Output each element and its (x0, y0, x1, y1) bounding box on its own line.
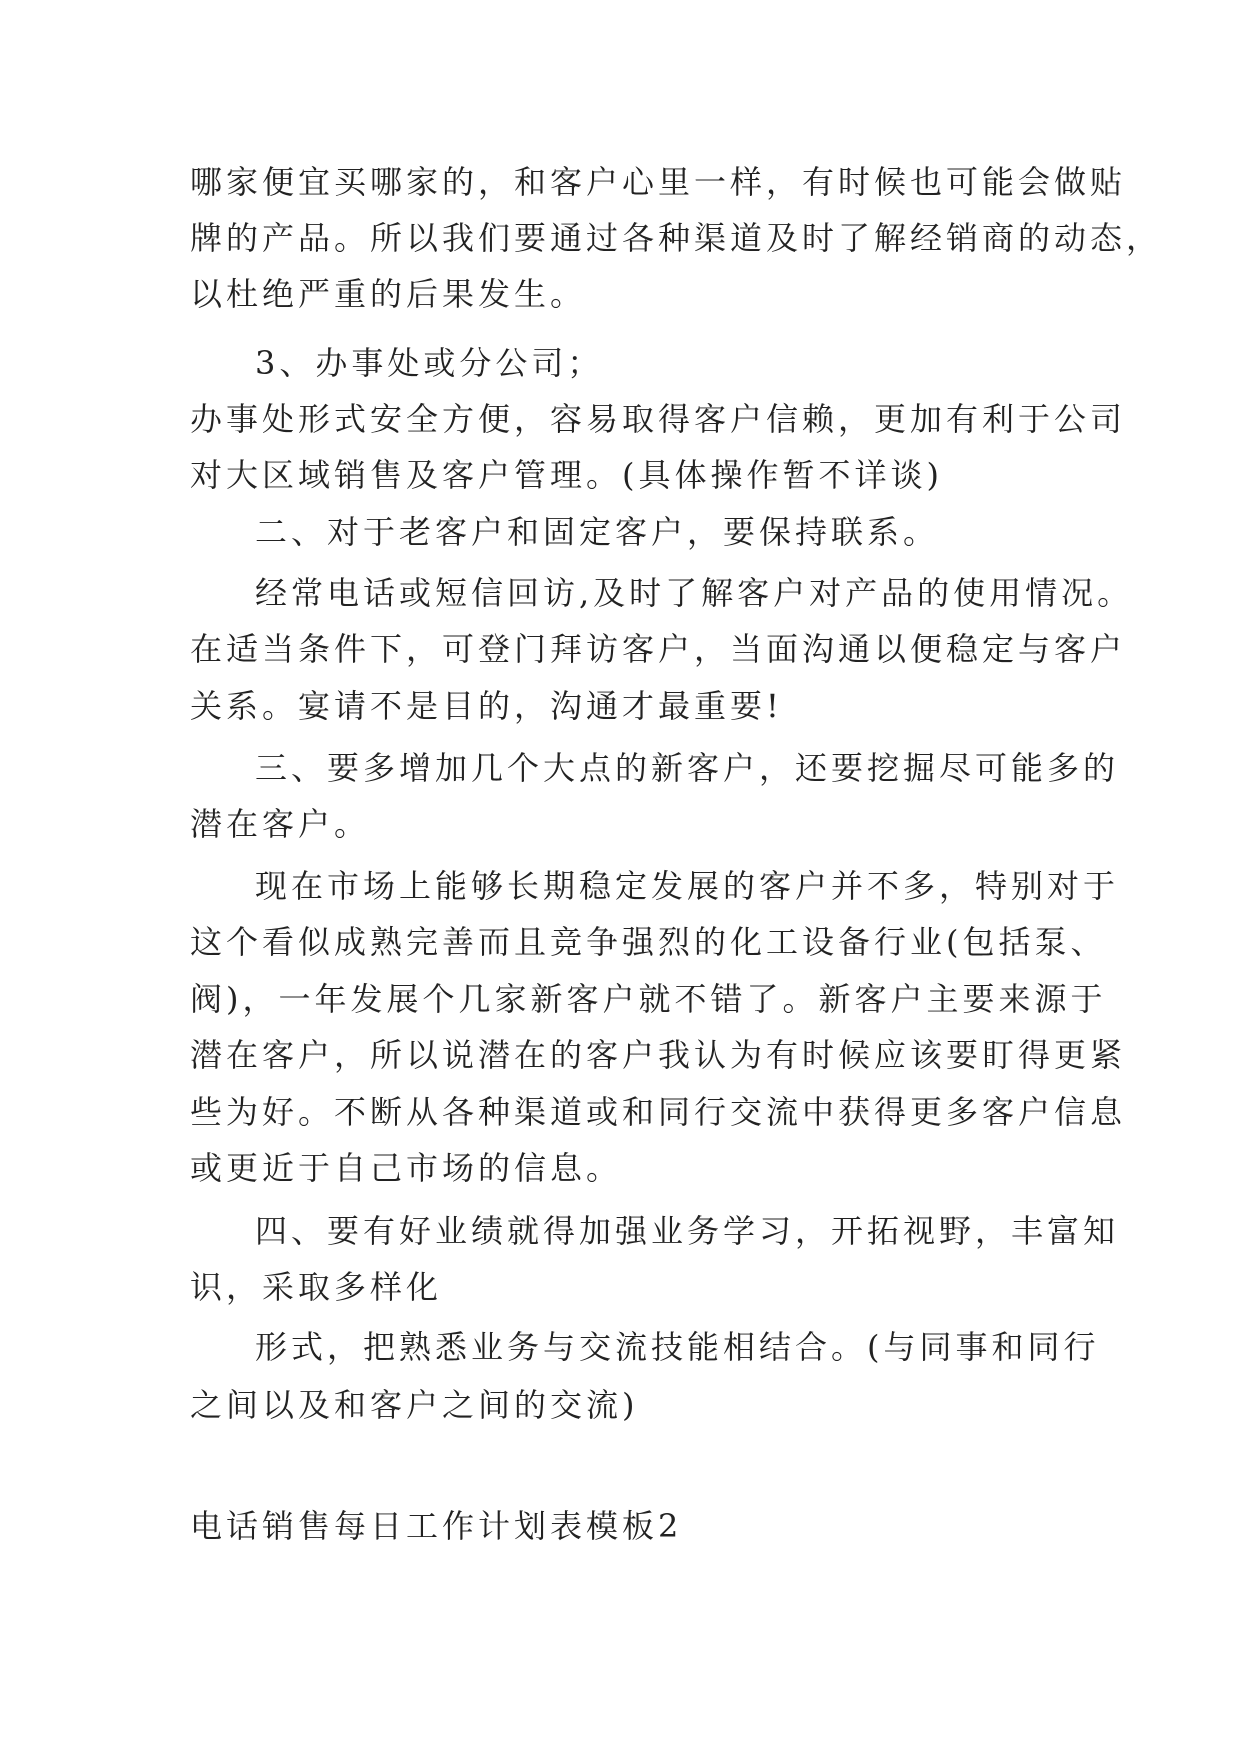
text-line: 潜在客户，所以说潜在的客户我认为有时候应该要盯得更紧 (190, 1036, 1127, 1074)
text-line: 些为好。不断从各种渠道或和同行交流中获得更多客户信息 (190, 1093, 1127, 1131)
text-line: 关系。宴请不是目的，沟通才最重要! (190, 687, 783, 725)
text-line: 经常电话或短信回访,及时了解客户对产品的使用情况。 (255, 574, 1134, 612)
section-heading: 二、对于老客户和固定客户，要保持联系。 (255, 513, 940, 551)
text-line: 以杜绝严重的后果发生。 (190, 275, 587, 313)
text-line: 牌的产品。所以我们要通过各种渠道及时了解经销商的动态， (190, 219, 1163, 257)
text-line: 对大区域销售及客户管理。(具体操作暂不详谈) (190, 456, 943, 494)
text-line: 或更近于自己市场的信息。 (190, 1149, 623, 1187)
text-line: 这个看似成熟完善而且竞争强烈的化工设备行业(包括泵、 (190, 923, 1107, 961)
text-line: 现在市场上能够长期稳定发展的客户并不多，特别对于 (255, 867, 1120, 905)
text-line: 阀)，一年发展个几家新客户就不错了。新客户主要来源于 (190, 980, 1107, 1018)
section-heading: 四、要有好业绩就得加强业务学习，开拓视野，丰富知 (255, 1212, 1120, 1250)
text-line: 形式，把熟悉业务与交流技能相结合。(与同事和同行 (255, 1328, 1100, 1366)
text-line: 在适当条件下，可登门拜访客户，当面沟通以便稳定与客户 (190, 630, 1127, 668)
text-line: 潜在客户。 (190, 805, 371, 843)
text-line: 哪家便宜买哪家的，和客户心里一样，有时候也可能会做贴 (190, 163, 1127, 201)
text-line: 办事处形式安全方便，容易取得客户信赖，更加有利于公司 (190, 400, 1127, 438)
list-item-heading: 3、办事处或分公司； (255, 344, 604, 382)
text-line: 识，采取多样化 (190, 1268, 443, 1306)
text-line: 之间以及和客户之间的交流) (190, 1386, 639, 1424)
section-heading: 三、要多增加几个大点的新客户，还要挖掘尽可能多的 (255, 749, 1120, 787)
document-title: 电话销售每日工作计划表模板2 (190, 1507, 683, 1545)
